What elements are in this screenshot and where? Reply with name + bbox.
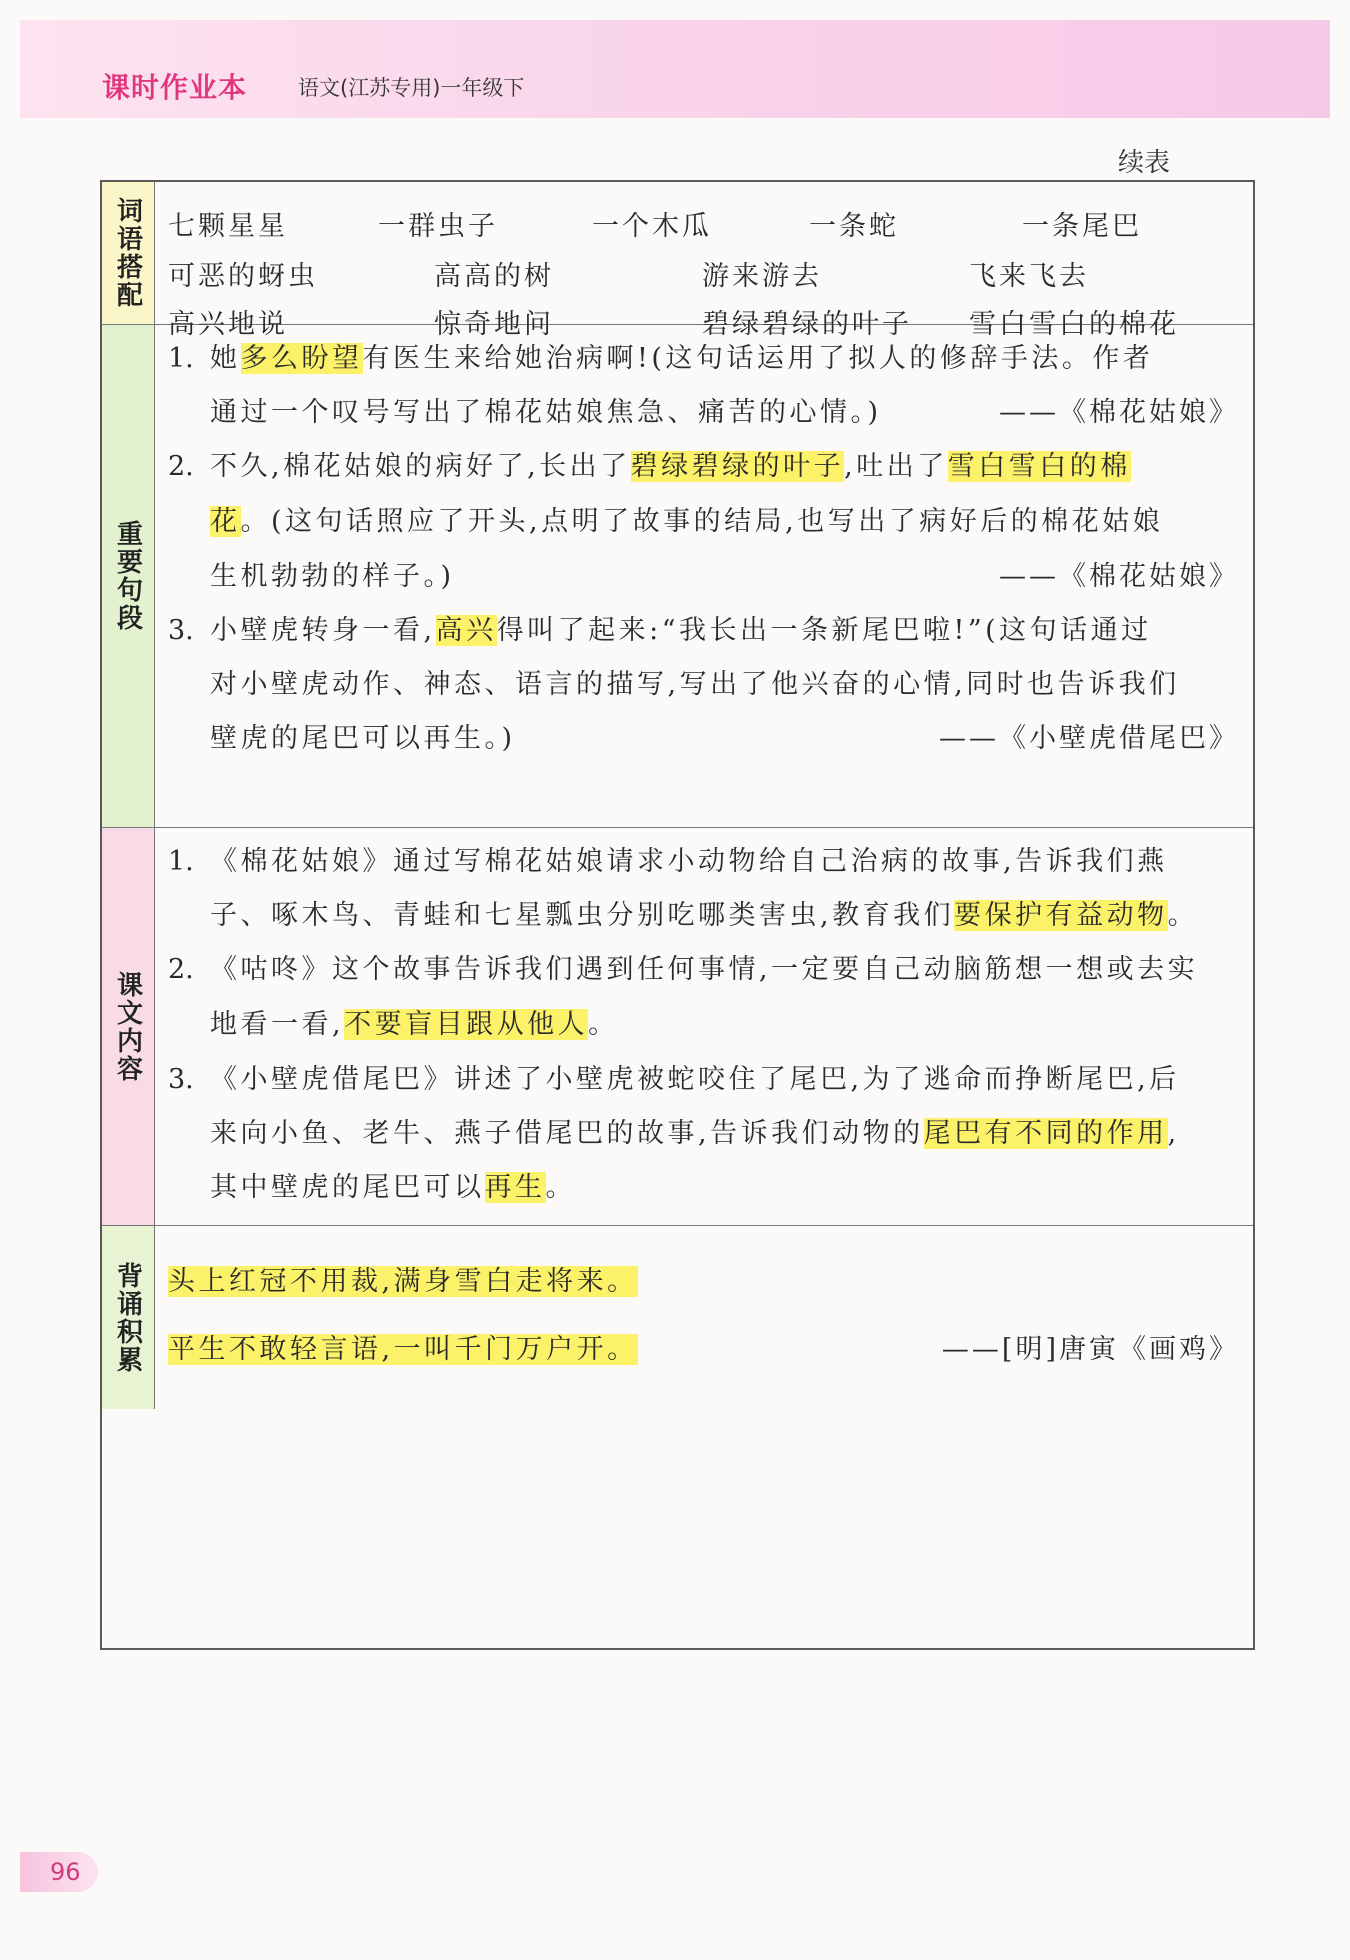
- continued-label: 续表: [1118, 148, 1171, 178]
- book-title: 课时作业本: [102, 71, 248, 104]
- vocab-label: 词语搭配: [102, 182, 155, 324]
- content-line: 其中壁虎的尾巴可以再生。: [210, 1172, 576, 1203]
- vocab-word: 一群虫子: [378, 211, 498, 242]
- key-sentence-line: 3. 小壁虎转身一看,高兴得叫了起来:“我长出一条新尾巴啦!”(这句话通过: [168, 615, 1152, 646]
- vocab-word: 一条尾巴: [1022, 211, 1142, 242]
- key-sentence-line: 生机勃勃的样子。): [210, 561, 455, 592]
- key-sentence-line: 花。(这句话照应了开头,点明了故事的结局,也写出了病好后的棉花姑娘: [210, 506, 1164, 537]
- source-citation: ——[明]唐寅《画鸡》: [941, 1334, 1239, 1365]
- content-line: 来向小鱼、老牛、燕子借尾巴的故事,告诉我们动物的尾巴有不同的作用,: [210, 1118, 1180, 1149]
- vocab-word: 飞来飞去: [969, 261, 1089, 292]
- key-sentence-line: 通过一个叹号写出了棉花姑娘焦急、痛苦的心情。): [210, 397, 882, 428]
- content-line: 3. 《小壁虎借尾巴》讲述了小壁虎被蛇咬住了尾巴,为了逃命而挣断尾巴,后: [168, 1064, 1180, 1095]
- source-citation: ——《小壁虎借尾巴》: [939, 723, 1239, 754]
- poem-line: 头上红冠不用裁,满身雪白走将来。: [168, 1266, 638, 1297]
- content-line: 2. 《咕咚》这个故事告诉我们遇到任何事情,一定要自己动脑筋想一想或去实: [168, 954, 1199, 985]
- key-sentence-line: 对小壁虎动作、神态、语言的描写,写出了他兴奋的心情,同时也告诉我们: [210, 669, 1180, 700]
- vocab-word: 游来游去: [702, 261, 822, 292]
- vocab-word: 一条蛇: [809, 211, 899, 242]
- key-sentences-content: [154, 325, 1253, 827]
- content-line: 子、啄木鸟、青蛙和七星瓢虫分别吃哪类害虫,教育我们要保护有益动物。: [210, 900, 1199, 931]
- vocab-word: 雪白雪白的棉花: [969, 309, 1179, 340]
- key-sentence-line: 1. 她多么盼望有医生来给她治病啊!(这句话运用了拟人的修辞手法。作者: [168, 343, 1154, 374]
- summary-table: [100, 180, 1255, 1650]
- vocab-word: 七颗星星: [168, 211, 288, 242]
- vocab-word: 高兴地说: [168, 309, 288, 340]
- text-content-row: [102, 828, 1253, 1226]
- content-line: 1. 《棉花姑娘》通过写棉花姑娘请求小动物给自己治病的故事,告诉我们燕: [168, 846, 1168, 877]
- key-sentences-label: 重要句段: [102, 325, 155, 827]
- recitation-row: [102, 1226, 1253, 1409]
- source-citation: ——《棉花姑娘》: [999, 561, 1239, 592]
- vocab-content: [154, 182, 1253, 340]
- vocab-word: 可恶的蚜虫: [168, 261, 318, 292]
- vocab-word: 惊奇地问: [434, 309, 554, 340]
- vocab-row: [102, 182, 1253, 340]
- vocab-word: 高高的树: [434, 261, 554, 292]
- recitation-content: [154, 1226, 1253, 1409]
- vocab-word: 一个木瓜: [592, 211, 712, 242]
- text-content-label: 课文内容: [102, 828, 155, 1225]
- content-line: 地看一看,不要盲目跟从他人。: [210, 1009, 619, 1040]
- source-citation: ——《棉花姑娘》: [999, 397, 1239, 428]
- text-content-content: [154, 828, 1253, 1225]
- recitation-label: 背诵积累: [102, 1226, 155, 1409]
- poem-line: 平生不敢轻言语,一叫千门万户开。: [168, 1334, 638, 1365]
- key-sentence-line: 2. 不久,棉花姑娘的病好了,长出了碧绿碧绿的叶子,吐出了雪白雪白的棉: [168, 451, 1131, 482]
- vocab-word: 碧绿碧绿的叶子: [702, 309, 912, 340]
- key-sentences-row: [102, 325, 1253, 828]
- page-number: 96: [20, 1852, 98, 1892]
- book-subject: 语文(江苏专用)一年级下: [298, 76, 525, 100]
- key-sentence-line: 壁虎的尾巴可以再生。): [210, 723, 516, 754]
